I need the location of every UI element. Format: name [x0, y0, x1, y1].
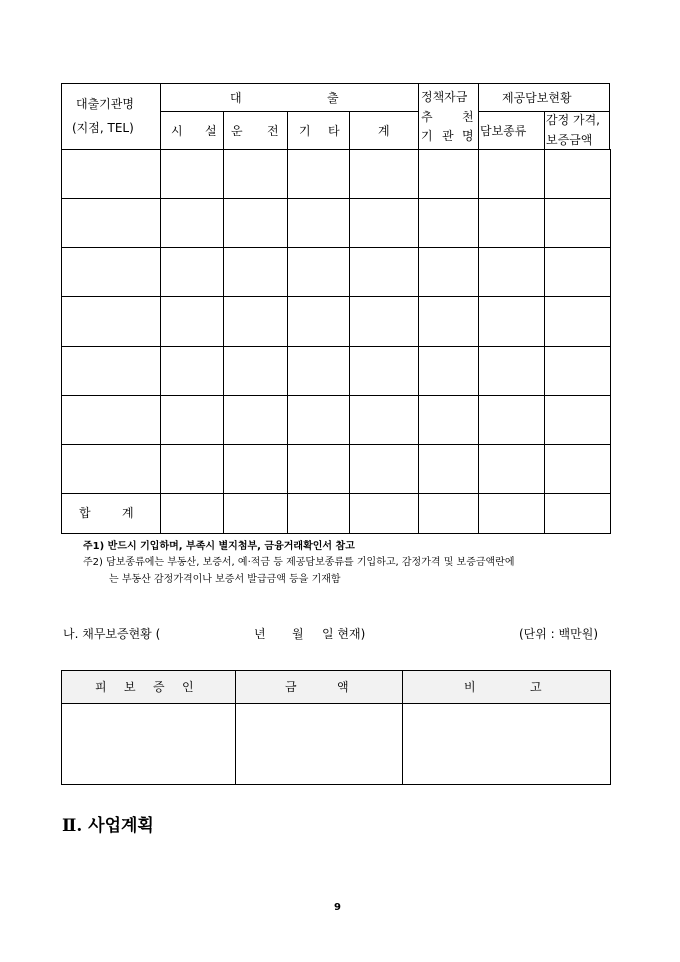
table-cell[interactable] — [61, 296, 161, 347]
total-row-char-1: 합 — [79, 506, 91, 520]
header-policy-rec-1: 추 — [421, 110, 433, 124]
table-cell[interactable] — [160, 247, 224, 297]
table-cell[interactable] — [418, 247, 479, 297]
note-2-line2: 는 부동산 감정가격이나 보증서 발급금액 등을 기재함 — [109, 574, 341, 585]
table-cell[interactable] — [61, 395, 161, 445]
table-cell[interactable] — [544, 247, 611, 297]
table-cell[interactable] — [349, 247, 419, 297]
header-lender — [61, 83, 161, 150]
header-collateral-value-line2: 보증금액 — [546, 133, 593, 147]
table-cell[interactable] — [349, 395, 419, 445]
header-total-label: 계 — [378, 124, 390, 138]
table-cell[interactable] — [418, 444, 479, 494]
header-guaranteed-char-2: 보 — [124, 680, 136, 694]
table-cell[interactable] — [418, 149, 479, 199]
table-cell[interactable] — [478, 149, 545, 199]
table-cell[interactable] — [287, 395, 350, 445]
table-cell[interactable] — [223, 444, 288, 494]
total-row-cell[interactable] — [287, 493, 350, 534]
header-remark-char-2: 고 — [530, 680, 542, 694]
header-lender-label: 대출기관명 — [76, 97, 134, 111]
table-cell[interactable] — [160, 346, 224, 396]
header-other — [287, 111, 350, 150]
table-cell[interactable] — [287, 296, 350, 347]
table-cell[interactable] — [544, 444, 611, 494]
table-cell[interactable] — [478, 198, 545, 248]
table-cell[interactable] — [223, 198, 288, 248]
header-collateral-label: 제공담보현황 — [502, 91, 572, 105]
section-b-title: 나. 채무보증현황 ( — [63, 627, 161, 641]
table-cell[interactable] — [418, 346, 479, 396]
table-cell[interactable] — [478, 395, 545, 445]
table-cell[interactable] — [544, 395, 611, 445]
header-collateral-value-line1: 감정 가격, — [546, 113, 600, 127]
table-cell[interactable] — [544, 149, 611, 199]
header-remark-char-1: 비 — [464, 680, 476, 694]
remark-cell[interactable] — [402, 703, 611, 785]
header-guaranteed-char-1: 피 — [95, 680, 107, 694]
header-policy-label: 정책자금 — [421, 90, 468, 104]
header-policy-org-3: 명 — [462, 129, 474, 143]
header-guaranteed — [61, 670, 236, 704]
table-cell[interactable] — [349, 444, 419, 494]
header-facility-char-1: 시 — [171, 124, 183, 138]
section-b-month: 월 — [292, 627, 304, 641]
table-cell[interactable] — [349, 149, 419, 199]
header-other-char-2: 타 — [328, 124, 340, 138]
table-cell[interactable] — [287, 346, 350, 396]
header-amount — [235, 670, 403, 704]
header-amount-char-1: 금 — [285, 680, 297, 694]
table-cell[interactable] — [223, 296, 288, 347]
header-guaranteed-char-3: 증 — [153, 680, 165, 694]
header-amount-char-2: 액 — [337, 680, 349, 694]
table-cell[interactable] — [160, 149, 224, 199]
table-cell[interactable] — [349, 296, 419, 347]
table-cell[interactable] — [544, 198, 611, 248]
header-loan-char-1: 대 — [230, 91, 242, 105]
table-cell[interactable] — [61, 149, 161, 199]
table-cell[interactable] — [544, 296, 611, 347]
header-facility-char-2: 설 — [205, 124, 217, 138]
header-operating-char-1: 운 — [231, 124, 243, 138]
table-cell[interactable] — [287, 444, 350, 494]
table-cell[interactable] — [418, 395, 479, 445]
amount-cell[interactable] — [235, 703, 403, 785]
table-cell[interactable] — [287, 198, 350, 248]
table-cell[interactable] — [287, 149, 350, 199]
section-title: Ⅱ. 사업계획 — [62, 816, 154, 836]
header-operating-char-2: 전 — [267, 124, 279, 138]
total-row-cell[interactable] — [349, 493, 419, 534]
total-row-cell[interactable] — [478, 493, 545, 534]
table-cell[interactable] — [223, 149, 288, 199]
table-cell[interactable] — [287, 247, 350, 297]
header-lender-sub: (지점, TEL) — [72, 121, 134, 135]
table-cell[interactable] — [160, 296, 224, 347]
table-cell[interactable] — [478, 346, 545, 396]
table-cell[interactable] — [478, 296, 545, 347]
table-cell[interactable] — [160, 395, 224, 445]
header-other-char-1: 기 — [299, 124, 311, 138]
table-cell[interactable] — [61, 247, 161, 297]
table-cell[interactable] — [160, 444, 224, 494]
header-loan — [160, 83, 419, 112]
table-cell[interactable] — [61, 198, 161, 248]
table-cell[interactable] — [478, 247, 545, 297]
header-policy-rec-2: 천 — [462, 110, 474, 124]
table-cell[interactable] — [223, 247, 288, 297]
total-row-cell[interactable] — [223, 493, 288, 534]
header-policy-org-2: 관 — [442, 129, 454, 143]
table-cell[interactable] — [349, 346, 419, 396]
table-cell[interactable] — [349, 198, 419, 248]
total-row-cell — [61, 493, 161, 534]
header-loan-char-2: 출 — [327, 91, 339, 105]
table-cell[interactable] — [61, 444, 161, 494]
table-cell[interactable] — [61, 346, 161, 396]
page-number: 9 — [334, 902, 341, 913]
section-b-year: 년 — [254, 627, 266, 641]
table-cell[interactable] — [160, 198, 224, 248]
table-cell[interactable] — [544, 346, 611, 396]
table-cell[interactable] — [223, 346, 288, 396]
total-row-cell[interactable] — [544, 493, 611, 534]
table-cell[interactable] — [223, 395, 288, 445]
section-b-day: 일 현재) — [322, 627, 366, 641]
note-1: 주1) 반드시 기입하며, 부족시 별지첨부, 금융거래확인서 참고 — [83, 541, 355, 552]
total-row-cell[interactable] — [160, 493, 224, 534]
note-2-line1: 주2) 담보종류에는 부동산, 보증서, 예·적금 등 제공담보종류를 기입하고, 감정가격 및 보증금액란에 — [83, 557, 515, 568]
header-collateral-type-label: 담보종류 — [480, 124, 527, 138]
total-row-char-2: 계 — [122, 506, 134, 520]
table-cell[interactable] — [418, 296, 479, 347]
guaranteed-cell[interactable] — [61, 703, 236, 785]
total-row-cell[interactable] — [418, 493, 479, 534]
table-cell[interactable] — [418, 198, 479, 248]
header-remark — [402, 670, 611, 704]
header-policy-org-1: 기 — [421, 129, 433, 143]
header-guaranteed-char-4: 인 — [182, 680, 194, 694]
section-b-unit: (단위 : 백만원) — [519, 627, 598, 641]
table-cell[interactable] — [478, 444, 545, 494]
